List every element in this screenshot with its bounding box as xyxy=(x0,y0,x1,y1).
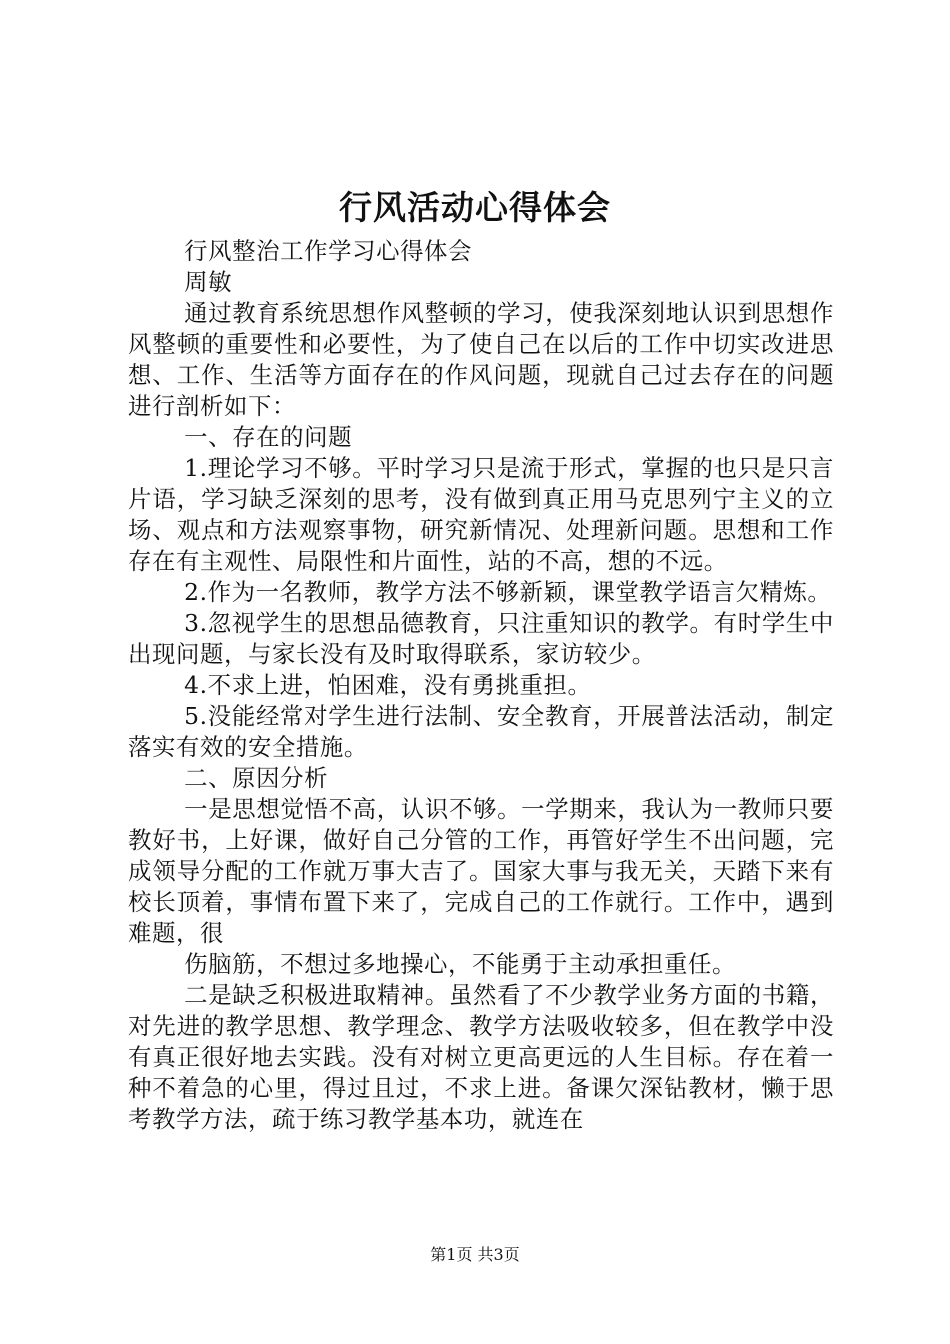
problem-item-5: 5.没能经常对学生进行法制、安全教育，开展普法活动，制定落实有效的安全措施。 xyxy=(128,702,834,761)
page-number-footer: 第1页 共3页 xyxy=(430,1245,520,1264)
cause-paragraph-2: 二是缺乏积极进取精神。虽然看了不少教学业务方面的书籍，对先进的教学思想、教学理念、教学方法吸收较多，但在教学中没有真正很好地去实践。没有对树立更高更远的人生目标。存在着一种不着急的心里，得过且过，不求上进。备课欠深钻教材，懒于思考教学方法，疏于练习教学基本功，就连在 xyxy=(128,981,834,1133)
document-title: 行风活动心得体会 xyxy=(339,188,611,227)
document-body xyxy=(128,236,834,1135)
subtitle-paragraph: 行风整治工作学习心得体会 xyxy=(184,237,473,265)
problem-item-1: 1.理论学习不够。平时学习只是流于形式，掌握的也只是只言片语，学习缺乏深刻的思考，没有做到真正用马克思列宁主义的立场、观点和方法观察事物，研究新情况、处理新问题。思想和工作存在有主观性、局限性和片面性，站的不高，想的不远。 xyxy=(128,454,834,575)
problem-item-3: 3.忽视学生的思想品德教育，只注重知识的教学。有时学生中出现问题，与家长没有及时取得联系，家访较少。 xyxy=(128,609,834,668)
problem-item-4: 4.不求上进，怕困难，没有勇挑重担。 xyxy=(184,671,592,699)
cause-paragraph-1-continued: 伤脑筋，不想过多地操心，不能勇于主动承担重任。 xyxy=(184,950,736,978)
problem-item-2: 2.作为一名教师，教学方法不够新颖，课堂教学语言欠精炼。 xyxy=(184,578,832,606)
intro-paragraph: 通过教育系统思想作风整顿的学习，使我深刻地认识到思想作风整顿的重要性和必要性，为了使自己在以后的工作中切实改进思想、工作、生活等方面存在的作风问题，现就自己过去存在的问题进行剖析如下： xyxy=(128,299,834,420)
section-heading-problems: 一、存在的问题 xyxy=(184,423,353,451)
section-heading-causes: 二、原因分析 xyxy=(184,764,329,792)
cause-paragraph-1: 一是思想觉悟不高，认识不够。一学期来，我认为一教师只要教好书，上好课，做好自己分管的工作，再管好学生不出问题，完成领导分配的工作就万事大吉了。国家大事与我无关，天踏下来有校长顶着，事情布置下来了，完成自己的工作就行。工作中，遇到难题，很 xyxy=(128,795,834,947)
author-paragraph: 周敏 xyxy=(184,268,233,296)
